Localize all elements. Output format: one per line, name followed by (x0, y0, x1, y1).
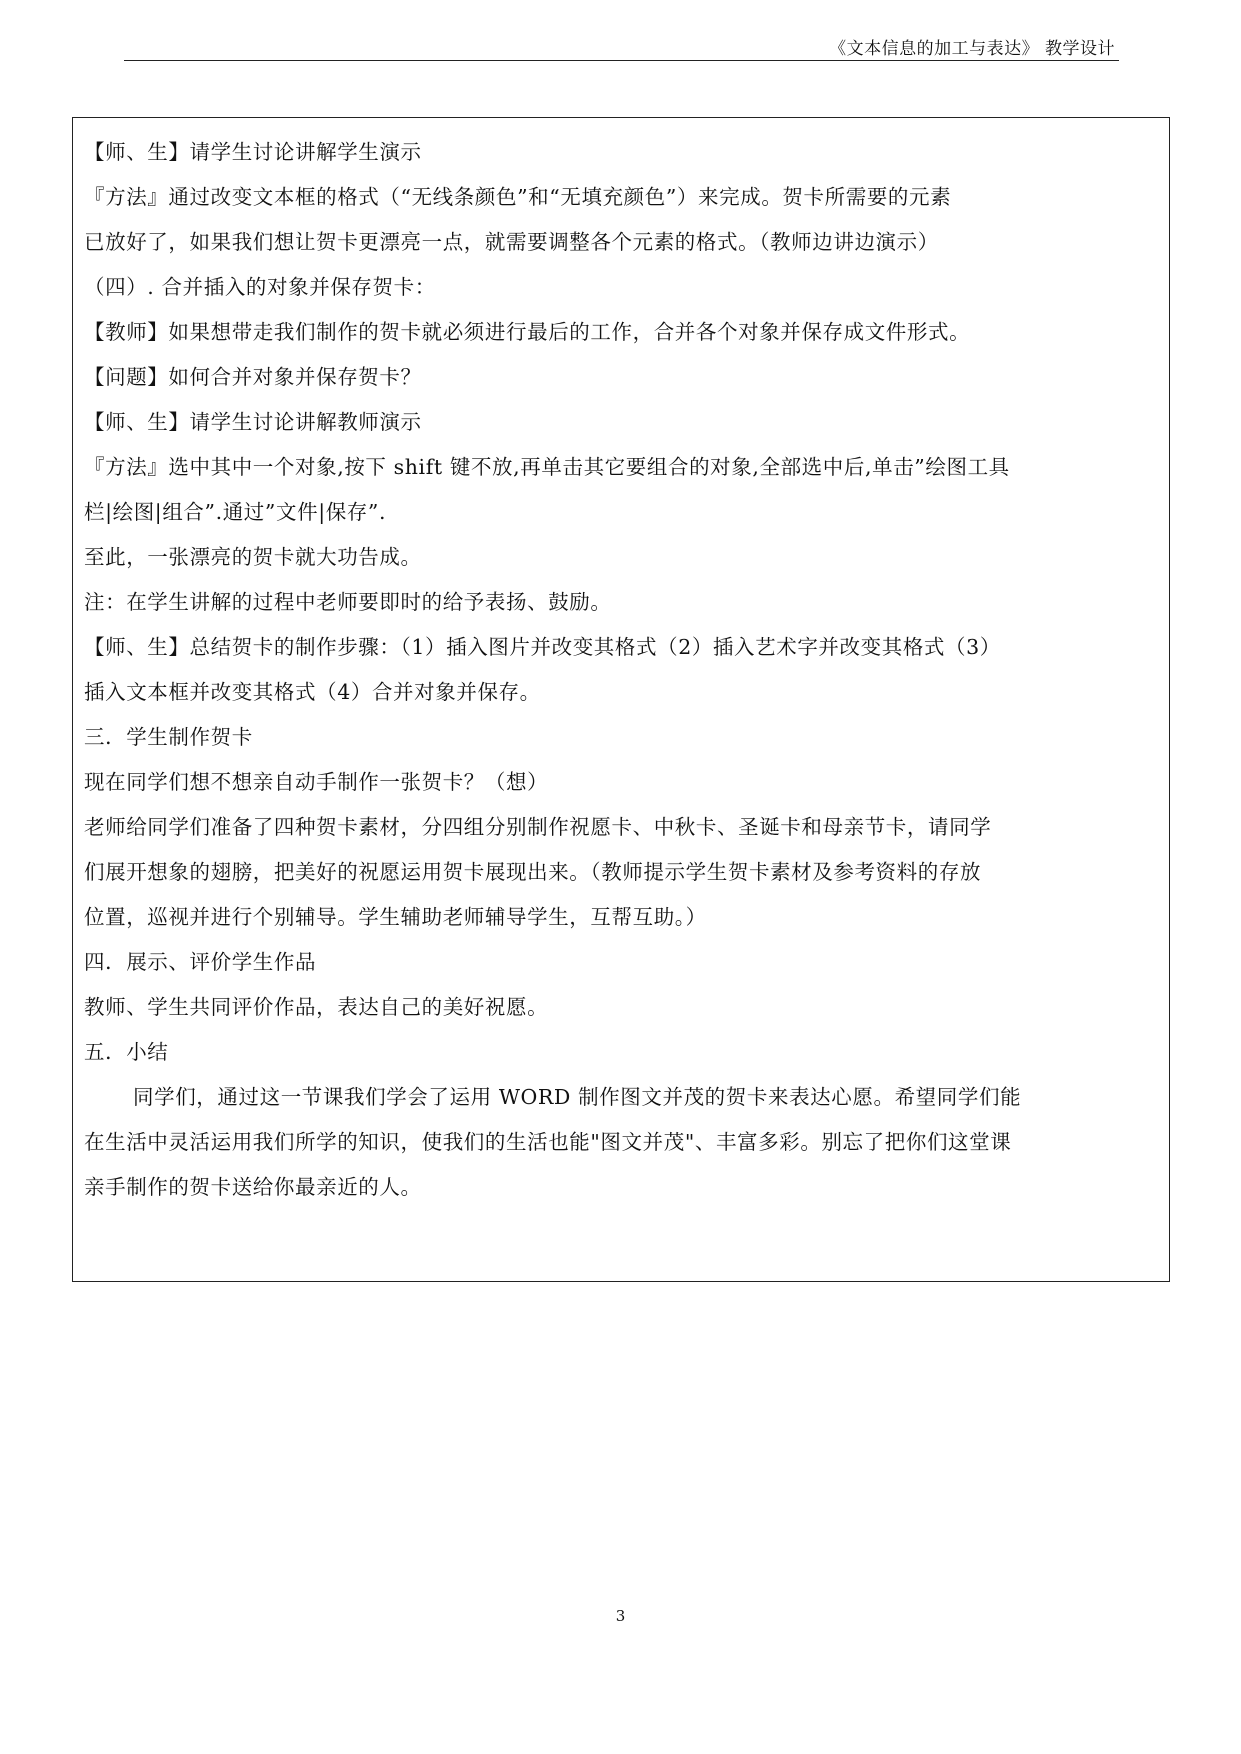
text-line: 【教师】如果想带走我们制作的贺卡就必须进行最后的工作，合并各个对象并保存成文件形式。 (84, 320, 971, 344)
text-line: 【师、生】请学生讨论讲解教师演示 (84, 410, 422, 434)
text-line: 们展开想象的翅膀，把美好的祝愿运用贺卡展现出来。（教师提示学生贺卡素材及参考资料的存放 (84, 860, 982, 884)
header-title: 《文本信息的加工与表达》 教学设计 (829, 39, 1115, 59)
text-line: 『方法』选中其中一个对象,按下 shift 键不放,再单击其它要组合的对象,全部选中后,单击”绘图工具 (84, 455, 1010, 479)
text-line: 教师、学生共同评价作品，表达自己的美好祝愿。 (84, 995, 549, 1019)
text-line: 栏|绘图|组合”.通过”文件|保存”. (84, 500, 387, 524)
text-line: 注：在学生讲解的过程中老师要即时的给予表扬、鼓励。 (84, 590, 612, 614)
page-number: 3 (615, 1607, 626, 1625)
text-line: 现在同学们想不想亲自动手制作一张贺卡？（想） (84, 770, 549, 794)
text-line: 老师给同学们准备了四种贺卡素材，分四组分别制作祝愿卡、中秋卡、圣诞卡和母亲节卡，请同学 (84, 815, 992, 839)
text-line: 已放好了，如果我们想让贺卡更漂亮一点，就需要调整各个元素的格式。（教师边讲边演示） (84, 230, 939, 254)
text-line: 插入文本框并改变其格式（4）合并对象并保存。 (84, 680, 541, 704)
summary-line: 在生活中灵活运用我们所学的知识，使我们的生活也能"图文并茂"、丰富多彩。别忘了把你们这堂课 (84, 1130, 1012, 1154)
text-line: 【师、生】请学生讨论讲解学生演示 (84, 140, 422, 164)
page-header (124, 34, 1119, 61)
text-line: 【问题】如何合并对象并保存贺卡？ (84, 365, 422, 389)
text-line: 『方法』通过改变文本框的格式（“无线条颜色”和“无填充颜色”）来完成。贺卡所需要的元素 (84, 185, 952, 209)
text-line: 【师、生】总结贺卡的制作步骤：（1）插入图片并改变其格式（2）插入艺术字并改变其格式（3） (84, 635, 1001, 659)
lesson-content-box (72, 117, 1170, 1282)
section-heading: 五．小结 (84, 1040, 169, 1064)
summary-line: 同学们，通过这一节课我们学会了运用 WORD 制作图文并茂的贺卡来表达心愿。希望同学们能 (133, 1085, 1022, 1109)
text-line: 至此，一张漂亮的贺卡就大功告成。 (84, 545, 422, 569)
section-heading: 四．展示、评价学生作品 (84, 950, 317, 974)
section-heading: （四）. 合并插入的对象并保存贺卡： (84, 275, 436, 299)
section-heading: 三．学生制作贺卡 (84, 725, 253, 749)
summary-line: 亲手制作的贺卡送给你最亲近的人。 (84, 1175, 422, 1199)
text-line: 位置，巡视并进行个别辅导。学生辅助老师辅导学生，互帮互助。） (84, 905, 707, 929)
